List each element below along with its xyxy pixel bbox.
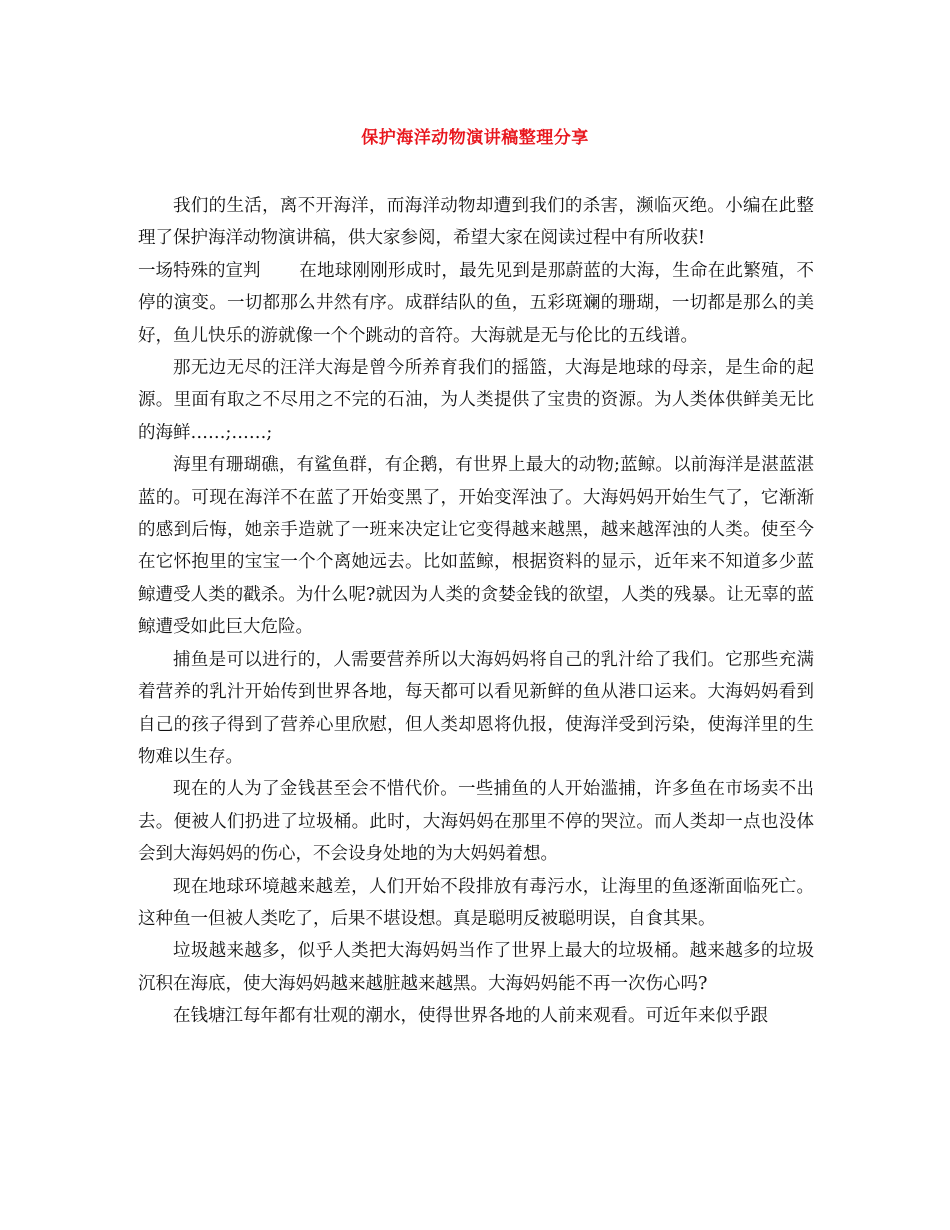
document-title: 保护海洋动物演讲稿整理分享 bbox=[361, 128, 589, 148]
intro-paragraph: 我们的生活，离不开海洋，而海洋动物却遭到我们的杀害，濒临灭绝。小编在此整理了保护海洋动物演讲稿，供大家参阅，希望大家在阅读过程中有所收获! bbox=[138, 196, 814, 249]
body-paragraph: 现在的人为了金钱甚至会不惜代价。一些捕鱼的人开始滥捕，许多鱼在市场卖不出去。便被人们扔进了垃圾桶。此时，大海妈妈在那里不停的哭泣。而人类却一点也没体会到大海妈妈的伤心，不会设身处地的为大妈妈着想。 bbox=[138, 779, 814, 865]
body-paragraph: 那无边无尽的汪洋大海是曾今所养育我们的摇篮，大海是地球的母亲，是生命的起源。里面有取之不尽用之不完的石油，为人类提供了宝贵的资源。为人类体供鲜美无比的海鲜……;……; bbox=[138, 358, 814, 443]
body-paragraph: 现在地球环境越来越差，人们开始不段排放有毒污水，让海里的鱼逐渐面临死亡。这种鱼一但被人类吃了，后果不堪设想。真是聪明反被聪明误，自食其果。 bbox=[138, 876, 814, 929]
body-paragraph: 在钱塘江每年都有壮观的潮水，使得世界各地的人前来观看。可近年来似乎跟 bbox=[173, 1006, 768, 1027]
body-paragraph: 捕鱼是可以进行的，人需要营养所以大海妈妈将自己的乳汁给了我们。它那些充满着营养的乳汁开始传到世界各地，每天都可以看见新鲜的鱼从港口运来。大海妈妈看到自己的孩子得到了营养心里欣慰，但人类却恩将仇报，使海洋受到污染，使海洋里的生物难以生存。 bbox=[138, 649, 814, 767]
body-paragraph: 垃圾越来越多，似乎人类把大海妈妈当作了世界上最大的垃圾桶。越来越多的垃圾沉积在海底，使大海妈妈越来越脏越来越黑。大海妈妈能不再一次伤心吗? bbox=[138, 941, 814, 994]
section-first-text: 在地球刚刚形成时，最先见到是那蔚蓝的大海，生命在此繁殖，不停的演变。一切都那么井然有序。成群结队的鱼，五彩斑斓的珊瑚，一切都是那么的美好，鱼儿快乐的游就像一个个跳动的音符。大海就是无与伦比的五线谱。 bbox=[138, 260, 814, 346]
document-body bbox=[138, 190, 814, 1033]
section-first-paragraph bbox=[138, 255, 814, 352]
section-label: 一场特殊的宣判 bbox=[138, 260, 261, 281]
body-paragraph: 海里有珊瑚礁，有鲨鱼群，有企鹅，有世界上最大的动物;蓝鲸。以前海洋是湛蓝湛蓝的。可现在海洋不在蓝了开始变黑了，开始变浑浊了。大海妈妈开始生气了，它渐渐的感到后悔，她亲手造就了一班来决定让它变得越来越黑，越来越浑浊的人类。使至今在它怀抱里的宝宝一个个离她远去。比如蓝鲸，根据资料的显示，近年来不知道多少蓝鲸遭受人类的戳杀。为什么呢?就因为人类的贪婪金钱的欲望，人类的残暴。让无辜的蓝鲸遭受如此巨大危险。 bbox=[138, 455, 814, 638]
